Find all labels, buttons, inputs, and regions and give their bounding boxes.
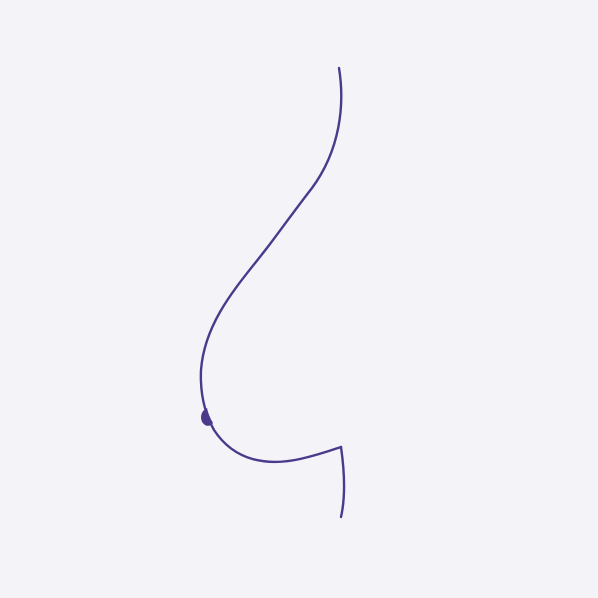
torso-outline: [201, 68, 341, 462]
lower-torso-line: [341, 447, 344, 517]
nipple-shape: [201, 408, 213, 426]
